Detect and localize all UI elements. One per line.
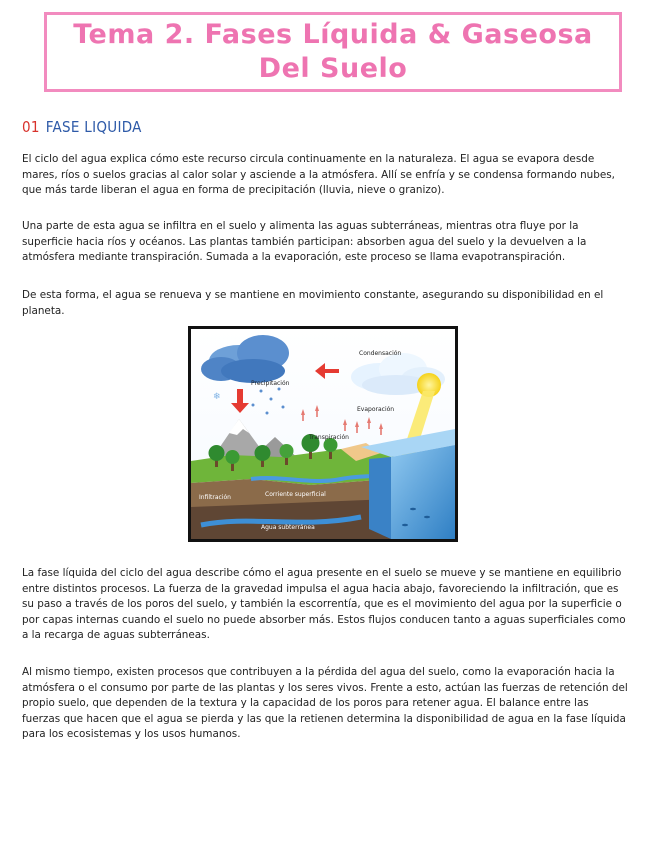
label-infiltration: Infiltración <box>199 494 231 501</box>
paragraph-water-balance: Al mismo tiempo, existen procesos que contribuyen a la pérdida del agua del suelo, como la evaporación hacia la atmósfera o el consumo por parte de las plantas y los seres vivos. Frente a esto, actúan las fuerzas de retención del propio suelo, que dependen de la textura y la capacidad de los poros para retener agua. El balance entre las fuerzas que hacen que el agua se pierda y las que la retienen determina la disponibilidad de agua en la fase líquida para los ecosistemas y los usos humanos. <box>22 666 628 741</box>
water-cycle-illustration <box>191 329 455 539</box>
paragraph-infiltration: Una parte de esta agua se infiltra en el suelo y alimenta las aguas subterráneas, mientras otra fluye por la superficie hacia ríos y océanos. Las plantas también participan: absorben agua del suelo y la devuelven a la atmósfera mediante transpiración. Sumada a la evaporación, este proceso se llama evapotranspiración. <box>22 220 587 264</box>
paragraph-renewal: De esta forma, el agua se renueva y se mantiene en movimiento constante, asegurando su disponibilidad en el planeta. <box>22 289 604 317</box>
label-evaporation: Evaporación <box>357 406 395 413</box>
label-condensation: Condensación <box>359 350 402 357</box>
water-cycle-diagram <box>188 326 458 542</box>
section-heading <box>22 118 142 136</box>
ocean-block <box>361 429 455 539</box>
paragraph-water-cycle: El ciclo del agua explica cómo este recurso circula continuamente en la naturaleza. El agua se evapora desde mares, ríos o suelos gracias al calor solar y asciende a la atmósfera. Allí se enfría y se condensa formando nubes, que más tarde liberan el agua en forma de precipitación (lluvia, nieve o granizo). <box>22 153 615 197</box>
section-number: 01 <box>22 118 40 136</box>
title-box <box>44 12 622 92</box>
page-title: Tema 2. Fases Líquida & Gaseosa Del Suelo <box>73 19 593 84</box>
label-runoff: Corriente superficial <box>265 491 326 498</box>
label-precipitation: Precipitación <box>251 380 290 387</box>
snowflake-icon: ❄ <box>213 392 221 402</box>
label-groundwater: Agua subterránea <box>261 524 315 531</box>
label-transpiration: Transpiración <box>309 434 349 441</box>
paragraph-liquid-phase: La fase líquida del ciclo del agua describe cómo el agua presente en el suelo se mueve y se mantiene en equilibrio entre distintos procesos. La fuerza de la gravedad impulsa el agua hacia abajo, favoreciendo la infiltración, que es su paso a través de los poros del suelo, y también la escorrentía, que es el movimiento del agua por la superficie o por capas internas cuando el suelo no puede absorber más. Estos flujos conducen tanto a aguas superficiales como a la recarga de aguas subterráneas. <box>22 567 626 642</box>
section-title: FASE LIQUIDA <box>45 118 142 136</box>
